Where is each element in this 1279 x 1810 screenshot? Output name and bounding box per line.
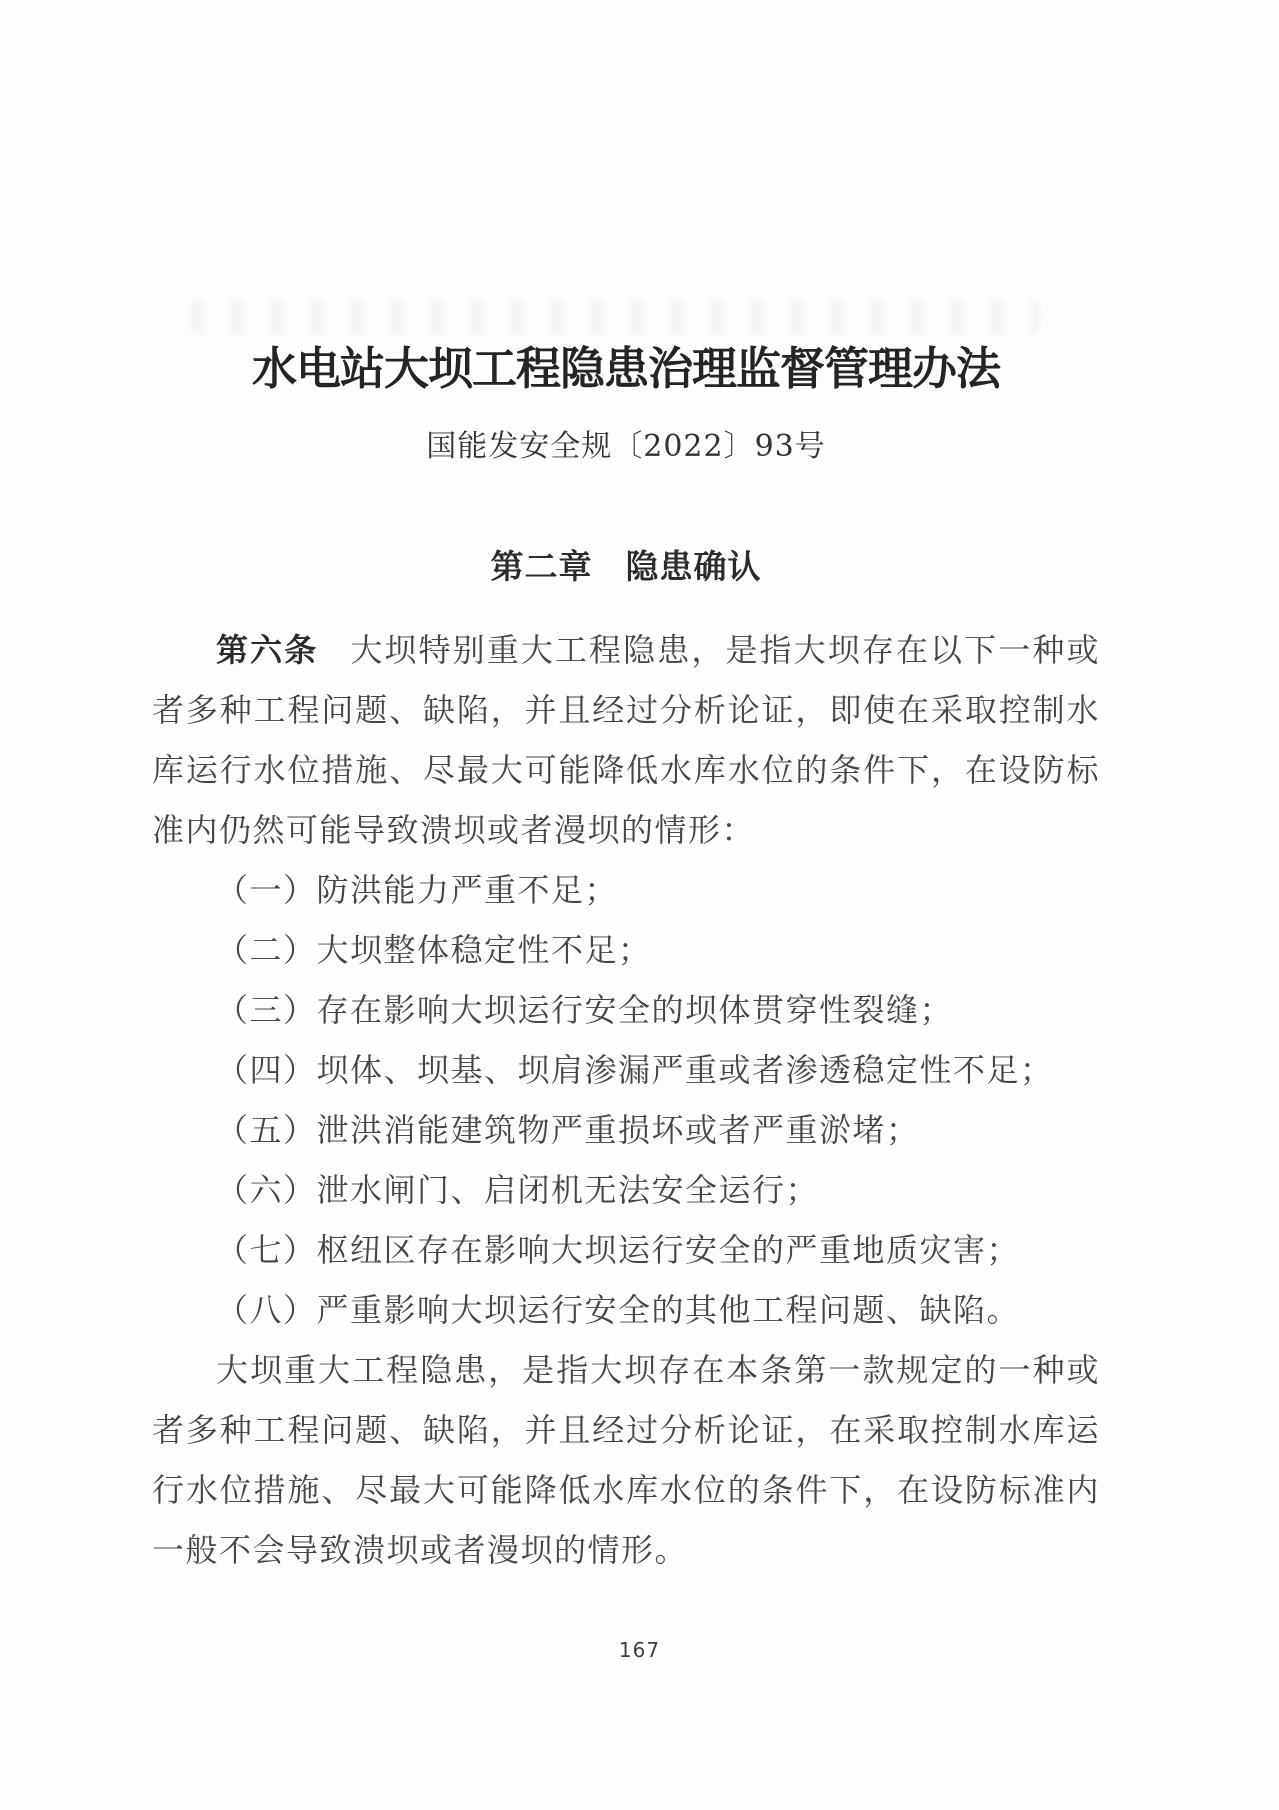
document-title: 水电站大坝工程隐患治理监督管理办法 (251, 342, 1000, 395)
chapter-title: 隐患确认 (625, 546, 762, 586)
article-lead-paragraph (152, 620, 1100, 860)
article-list (152, 860, 1100, 1340)
chapter-label: 第二章 (490, 546, 593, 586)
article-list-item: （二）大坝整体稳定性不足； (216, 930, 652, 969)
article-body (152, 620, 1100, 1580)
article-closing-paragraph: 大坝重大工程隐患，是指大坝存在本条第一款规定的一种或者多种工程问题、缺陷，并且经过分析论证，在采取控制水库运行水位措施、尽最大可能降低水库水位的条件下，在设防标准内一般不会导致溃坝或者漫坝的情形。 (152, 1350, 1100, 1569)
page-number: 167 (618, 1638, 661, 1662)
article-list-item: （六）泄水闸门、启闭机无法安全运行； (216, 1170, 820, 1209)
article-number: 第六条 (216, 630, 319, 669)
article-lead-text: 大坝特别重大工程隐患，是指大坝存在以下一种或者多种工程问题、缺陷，并且经过分析论证，即使在采取控制水库运行水位措施、尽最大可能降低水库水位的条件下，在设防标准内仍然可能导致溃坝或者漫坝的情形： (152, 630, 1100, 849)
chapter-heading (152, 546, 1100, 586)
document-content (152, 0, 1100, 1580)
article-list-item: （八）严重影响大坝运行安全的其他工程问题、缺陷。 (216, 1290, 1021, 1329)
article-list-item: （一）防洪能力严重不足； (216, 870, 619, 909)
document-number: 国能发安全规〔2022〕93号 (426, 429, 826, 465)
article-list-item: （五）泄洪消能建筑物严重损坏或者严重淤堵； (216, 1110, 920, 1149)
article-list-item: （七）枢纽区存在影响大坝运行安全的严重地质灾害； (216, 1230, 1021, 1269)
article-list-item: （三）存在影响大坝运行安全的坝体贯穿性裂缝； (216, 990, 954, 1029)
article-list-item: （四）坝体、坝基、坝肩渗漏严重或者渗透稳定性不足； (216, 1050, 1054, 1089)
